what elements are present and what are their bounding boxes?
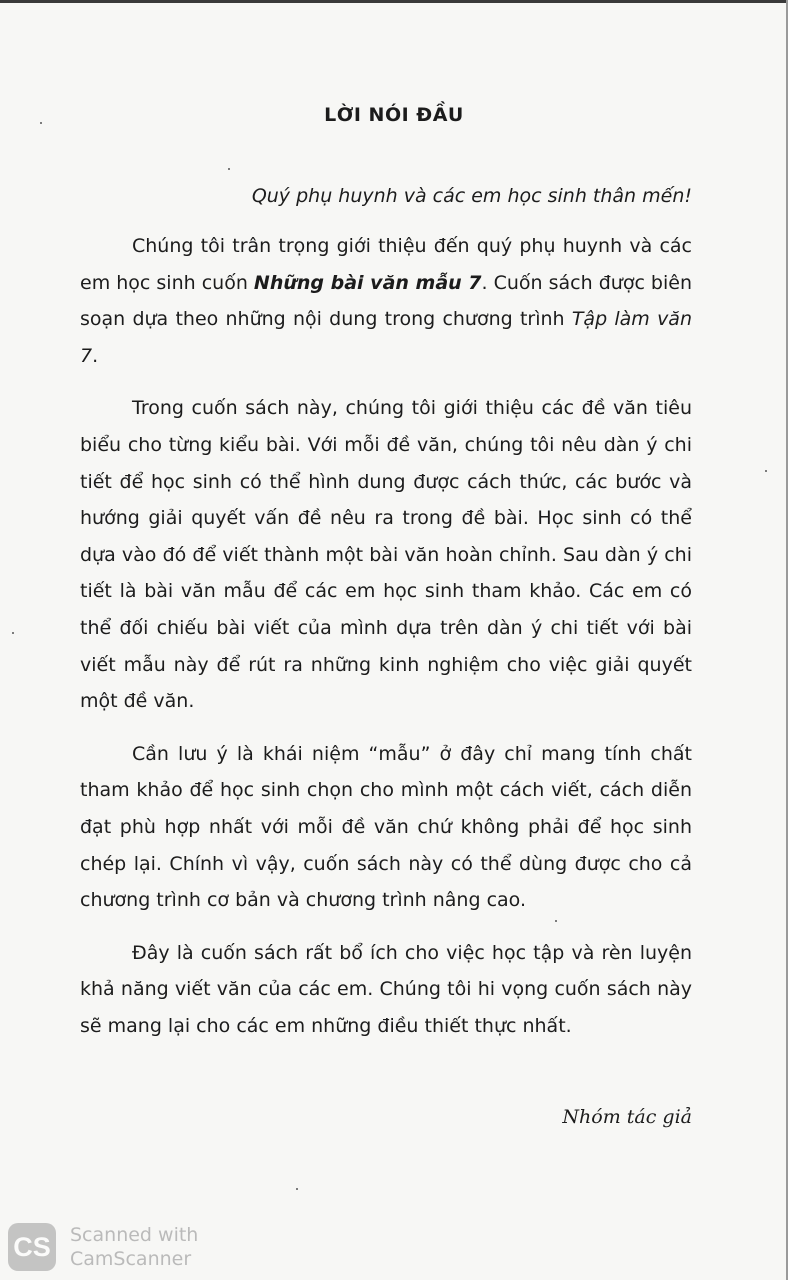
program-title: Tập làm văn 7: [80, 308, 692, 367]
paragraph-closing: Đây là cuốn sách rất bổ ích cho việc học tập và rèn luyện khả năng viết văn của các em. Chúng tôi hi vọng cuốn sách này sẽ mang lại cho các em những điều thiết thực nhất.: [80, 941, 692, 1037]
intro-text-end: .: [92, 344, 99, 367]
camscanner-logo-icon: CS: [8, 1223, 56, 1271]
scan-speck: [765, 470, 767, 472]
paragraph-intro: [80, 228, 692, 374]
intro-text: Chúng tôi trân trọng giới thiệu đến quý phụ huynh và các em học sinh cuốn: [80, 235, 692, 294]
page-top-edge: [0, 0, 788, 3]
paragraph-contents: Trong cuốn sách này, chúng tôi giới thiệu các đề văn tiêu biểu cho từng kiểu bài. Với mỗi đề văn, chúng tôi nêu dàn ý chi tiết để học sinh có thể hình dung được cách thức, các bước và hướng giải quyết vấn đề nêu ra trong đề bài. Học sinh có thể dựa vào đó để viết thành một bài văn hoàn chỉnh. Sau dàn ý chi tiết là bài văn mẫu để các em học sinh tham khảo. Các em có thể đối chiếu bài viết của mình dựa trên dàn ý chi tiết với bài viết mẫu này để rút ra những kinh nghiệm cho việc giải quyết một đề văn.: [80, 397, 692, 713]
scan-speck: [40, 122, 42, 124]
intro-text-continued: . Cuốn sách được biên soạn dựa theo những nội dung trong chương trình: [80, 271, 693, 331]
book-title: Những bài văn mẫu 7: [253, 271, 482, 294]
signature: Nhóm tác giả: [562, 1106, 692, 1128]
page-title: LỜI NÓI ĐẦU: [324, 104, 464, 126]
scan-speck: [296, 1188, 298, 1190]
watermark-line-1: Scanned with: [70, 1224, 199, 1246]
greeting-line: Quý phụ huynh và các em học sinh thân mến!: [251, 185, 692, 207]
body-text: [80, 228, 692, 1044]
camscanner-watermark: [8, 1222, 198, 1272]
watermark-text: [70, 1223, 198, 1271]
scan-speck: [228, 168, 230, 170]
scan-speck: [12, 632, 14, 634]
paragraph-note: Cần lưu ý là khái niệm “mẫu” ở đây chỉ mang tính chất tham khảo để học sinh chọn cho mình một cách viết, cách diễn đạt phù hợp nhất với mỗi đề văn chứ không phải để học sinh chép lại. Chính vì vậy, cuốn sách này có thể dùng được cho cả chương trình cơ bản và chương trình nâng cao.: [80, 742, 692, 912]
watermark-line-2: CamScanner: [70, 1248, 192, 1270]
scan-speck: [555, 920, 557, 922]
